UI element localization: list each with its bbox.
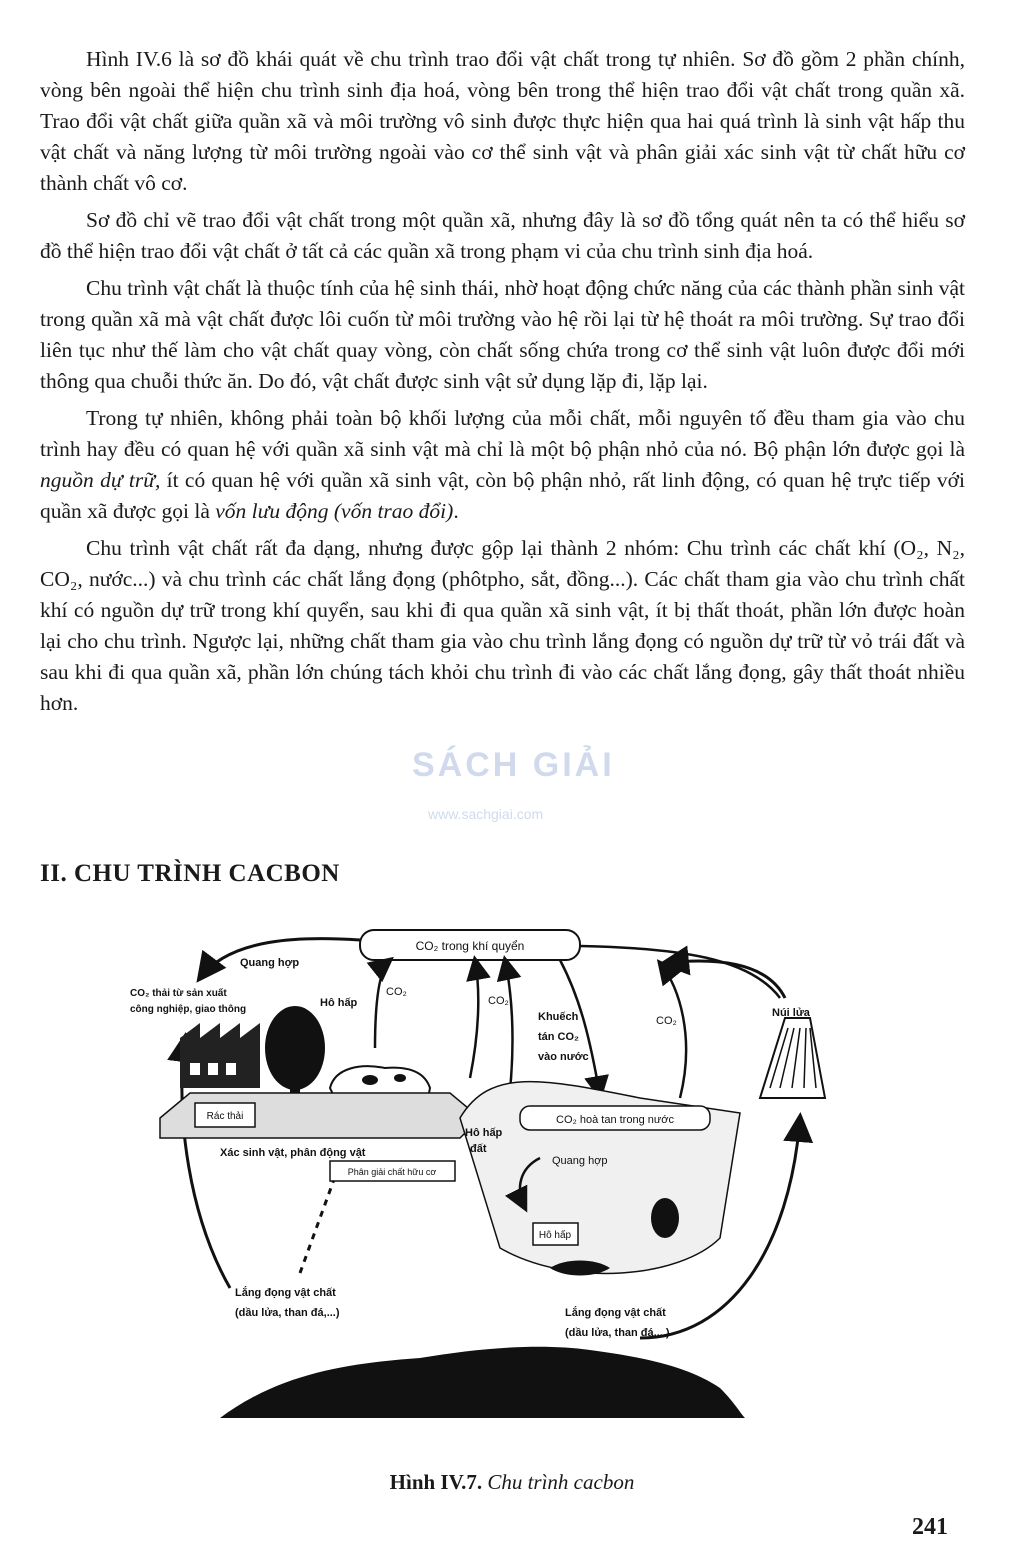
paragraph-4-end: .	[453, 499, 459, 523]
co2-label-c: CO₂	[656, 1015, 677, 1027]
paragraph-4	[40, 403, 965, 527]
paragraph-3: Chu trình vật chất là thuộc tính của hệ sinh thái, nhờ hoạt động chức năng của các thành phần sinh vật trong quần xã mà vật chất được lôi cuốn từ môi trường vào hệ rồi lại từ hệ thoát ra môi trường. Sự trao đổi liên tục như thế làm cho vật chất quay vòng, còn chất sống chứa trong cơ thể sinh vật luôn được đổi mới thông qua chuỗi thức ăn. Do đó, vật chất được sinh vật sử dụng lặp đi, lặp lại.	[40, 276, 965, 393]
paragraph-1: Hình IV.6 là sơ đồ khái quát về chu trình trao đổi vật chất trong tự nhiên. Sơ đồ gồm 2 phần chính, vòng bên ngoài thể hiện chu trình sinh địa hoá, vòng bên trong thể hiện trao đổi vật chất trong quần xã. Trao đổi vật chất giữa quần xã và môi trường vô sinh được thực hiện qua hai quá trình là sinh vật hấp thu vật chất và năng lượng từ môi trường ngoài vào cơ thể sinh vật và phân giải xác sinh vật từ chất hữu cơ thành chất vô cơ.	[40, 47, 965, 195]
co2-industry-label-1: CO₂ thải từ sản xuất	[130, 988, 227, 999]
paragraph-5: Chu trình vật chất rất đa dạng, nhưng được gộp lại thành 2 nhóm: Chu trình các chất khí (O₂, N₂, CO₂, nước...) và chu trình các chất lắng đọng (phôtpho, sắt, đồng...). Các chất tham gia vào chu trình chất khí có nguồn dự trữ trong khí quyển, sau khi đi qua quần xã sinh vật, ít bị thất thoát, phần lớn được hoàn lại cho chu trình. Ngược lại, những chất tham gia vào chu trình lắng đọng có nguồn dự trữ từ vỏ trái đất và sau khi đi qua quần xã, phần lớn chúng tách khỏi chu trình đi vào các chất lắng đọng, gây thất thoát nhiều hơn.	[40, 536, 965, 715]
diffusion-label-3: vào nước	[538, 1051, 589, 1063]
volcano-arrow	[665, 961, 785, 998]
term-reserve-pool: nguồn dự trữ,	[40, 468, 161, 492]
co2-label-b: CO₂	[488, 995, 509, 1007]
paragraph-4-part-1: Trong tự nhiên, không phải toàn bộ khối lượng của mỗi chất, mỗi nguyên tố đều tham gia vào chu trình hay đều có quan hệ với quần xã sinh vật mà chỉ là một bộ phận nhỏ của nó. Bộ phận lớn được gọi là	[40, 406, 965, 461]
figure-number: Hình IV.7.	[389, 1470, 483, 1494]
carbon-cycle-figure	[120, 918, 840, 1458]
figure-caption	[0, 1470, 1024, 1495]
animal-co2-arrow	[470, 960, 478, 1078]
co2-atmosphere-label: CO₂ trong khí quyển	[415, 939, 525, 953]
diffusion-arrow	[560, 960, 600, 1096]
decomposition-label: Phân giải chất hữu cơ	[347, 1167, 437, 1177]
diffusion-label-1: Khuếch	[538, 1011, 579, 1023]
carbon-cycle-diagram	[120, 918, 840, 1458]
page-number: 241	[912, 1514, 948, 1540]
dead-matter-label: Xác sinh vật, phân động vật	[220, 1147, 366, 1159]
respiration-label: Hô hấp	[320, 997, 358, 1009]
water-co2-up-arrow	[660, 963, 686, 1098]
figure-title: Chu trình cacbon	[487, 1470, 635, 1494]
co2-label-a: CO₂	[386, 986, 407, 998]
volcano-label: Núi lửa	[772, 1007, 810, 1019]
watermark-logo: SÁCH GIẢI	[412, 746, 615, 784]
paragraph-4-part-2: ít có quan hệ với quần xã sinh vật, còn bộ phận nhỏ, rất linh động, có quan hệ trực tiếp với quần xã được gọi là	[40, 468, 965, 523]
body-text	[40, 44, 965, 725]
soil-respiration-label-1: Hô hấp	[465, 1127, 503, 1139]
atmosphere-to-volcano-arrow	[580, 946, 780, 998]
paragraph-2: Sơ đồ chỉ vẽ trao đổi vật chất trong một quần xã, nhưng đây là sơ đồ tổng quát nên ta có thể hiểu sơ đồ thể hiện trao đổi vật chất ở tất cả các quần xã trong phạm vi của chu trình sinh địa hoá.	[40, 208, 965, 263]
co2-dissolved-label: CO₂ hoà tan trong nước	[556, 1114, 674, 1126]
co2-industry-label-2: công nghiệp, giao thông	[130, 1004, 247, 1015]
diffusion-label-2: tán CO₂	[538, 1031, 579, 1043]
factory-shape	[180, 1023, 260, 1088]
soil-respiration-label-2: đất	[470, 1143, 487, 1155]
waste-label: Rác thải	[206, 1111, 244, 1122]
water-respiration-label: Hô hấp	[538, 1230, 572, 1241]
watermark-url: www.sachgiai.com	[428, 806, 544, 822]
section-heading: II. CHU TRÌNH CACBON	[40, 860, 340, 887]
aquatic-plant-shape	[651, 1198, 679, 1238]
sediment-right-label-1: Lắng đọng vật chất	[565, 1307, 666, 1319]
tree-shape	[265, 1006, 325, 1090]
sediment-left-label-2: (dầu lửa, than đá,...)	[235, 1307, 340, 1319]
respiration-up-arrow	[375, 960, 390, 1048]
water-photosynthesis-label: Quang hợp	[552, 1155, 608, 1167]
earth-crust-shape	[220, 1347, 745, 1418]
term-exchange-pool: vốn lưu động (vốn trao đổi)	[215, 499, 454, 523]
sediment-right-label-2: (dầu lửa, than đá,...)	[565, 1327, 670, 1339]
photosynthesis-label: Quang hợp	[240, 957, 300, 969]
sediment-left-label-1: Lắng đọng vật chất	[235, 1287, 336, 1299]
